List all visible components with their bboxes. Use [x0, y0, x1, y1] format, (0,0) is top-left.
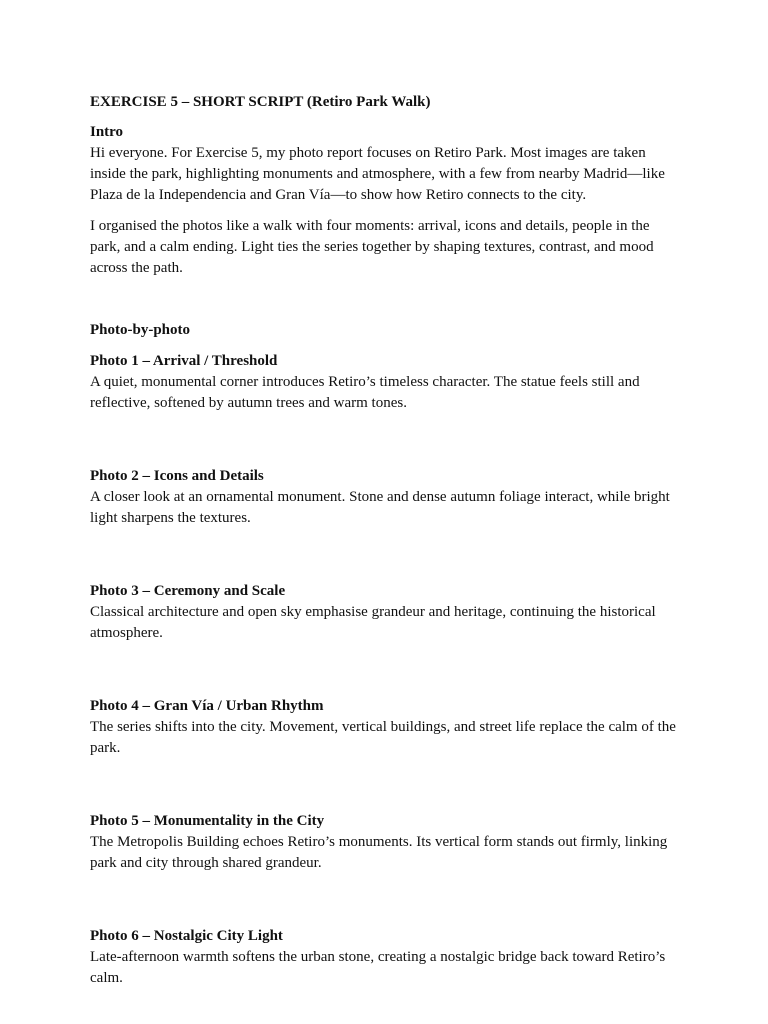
photo-title: Photo 2 – Icons and Details: [90, 468, 264, 484]
intro-paragraph: I organised the photos like a walk with four moments: arrival, icons and details, people in the park, and a calm ending. Light ties the series together by shaping textures, contrast, and mood across the path.: [90, 218, 654, 276]
photo-entry: [90, 466, 680, 529]
photo-title: Photo 5 – Monumentality in the City: [90, 813, 325, 829]
photo-entry: [90, 351, 680, 414]
photo-entry: [90, 696, 680, 759]
intro-section: [90, 122, 680, 279]
photo-title: Photo 4 – Gran Vía / Urban Rhythm: [90, 698, 324, 714]
intro-heading: Intro: [90, 124, 124, 140]
photo-list: [90, 351, 680, 989]
document-title: EXERCISE 5 – SHORT SCRIPT (Retiro Park Walk): [90, 94, 431, 110]
photo-section-heading: Photo-by-photo: [90, 322, 191, 338]
photo-title: Photo 1 – Arrival / Threshold: [90, 353, 278, 369]
photo-description: The Metropolis Building echoes Retiro’s monuments. Its vertical form stands out firmly, linking park and city through shared grandeur.: [90, 834, 668, 871]
photo-description: The series shifts into the city. Movement, vertical buildings, and street life replace the calm of the park.: [90, 719, 676, 756]
photo-description: Late-afternoon warmth softens the urban stone, creating a nostalgic bridge back toward Retiro’s calm.: [90, 949, 666, 986]
document-page: [90, 92, 680, 989]
photo-description: A closer look at an ornamental monument. Stone and dense autumn foliage interact, while bright light sharpens the textures.: [90, 489, 670, 526]
photo-title: Photo 6 – Nostalgic City Light: [90, 928, 283, 944]
photo-title: Photo 3 – Ceremony and Scale: [90, 583, 286, 599]
photo-entry: [90, 581, 680, 644]
intro-paragraph: Hi everyone. For Exercise 5, my photo report focuses on Retiro Park. Most images are taken inside the park, highlighting monuments and atmosphere, with a few from nearby Madrid—like Plaza de la Independencia and Gran Vía—to show how Retiro connects to the city.: [90, 145, 665, 203]
photo-entry: [90, 926, 680, 989]
photo-description: A quiet, monumental corner introduces Retiro’s timeless character. The statue feels still and reflective, softened by autumn trees and warm tones.: [90, 374, 640, 411]
photo-description: Classical architecture and open sky emphasise grandeur and heritage, continuing the historical atmosphere.: [90, 604, 656, 641]
photo-entry: [90, 811, 680, 874]
